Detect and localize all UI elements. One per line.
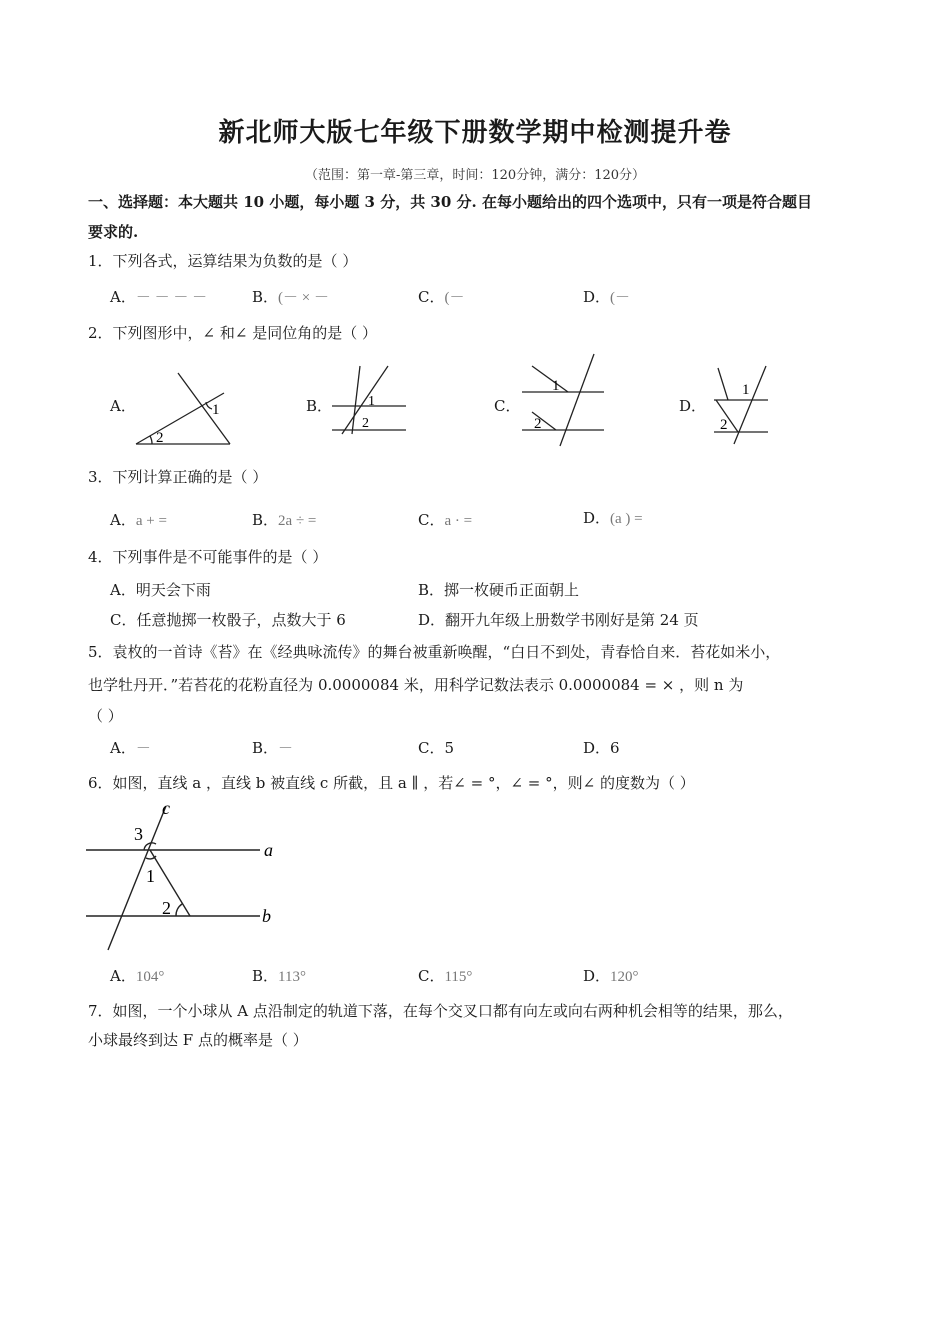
angle-label-1: 1	[368, 394, 375, 409]
fig-line	[718, 368, 728, 400]
option-text: (－	[610, 290, 631, 306]
option-text: 掷一枚硬币正面朝上	[444, 581, 580, 599]
q5-option-d	[583, 738, 620, 758]
q1-stem: 1．下列各式，运算结果为负数的是（ ）	[88, 252, 358, 270]
option-text: a · =	[444, 513, 473, 529]
angle-label-2: 2	[162, 898, 171, 918]
option-key: B．	[418, 581, 445, 599]
q2-figure-d	[708, 362, 772, 446]
option-text: 5	[444, 739, 455, 757]
section-heading-line1: 一、选择题：本大题共 10 小题，每小题 3 分，共 30 分. 在每小题给出的四个选项中，只有一项是符合题目	[88, 193, 812, 211]
q3-option-c	[418, 510, 472, 531]
angle-label-2: 2	[156, 430, 164, 446]
angle-arc-2	[176, 904, 182, 916]
q2-option-d-key: D．	[679, 397, 707, 415]
angle-label-3: 3	[134, 824, 143, 844]
q5-option-a	[110, 738, 151, 759]
option-key: A．	[110, 739, 136, 757]
q3-option-a	[110, 510, 167, 531]
angle-label-1: 1	[146, 866, 155, 886]
option-text: －	[278, 741, 294, 757]
angle-label-1: 1	[552, 378, 560, 394]
option-key: C．	[418, 288, 445, 306]
q2-option-b-key: B．	[306, 397, 333, 415]
q3-stem: 3．下列计算正确的是（ ）	[88, 468, 268, 486]
q4-option-a	[110, 580, 211, 600]
q2-figure-b	[328, 362, 410, 436]
label-c: c	[162, 798, 170, 818]
section-heading-line2: 要求的.	[88, 223, 139, 241]
q4-option-d	[418, 610, 699, 630]
fig-line	[560, 354, 594, 446]
q6-stem: 6．如图，直线 a ，直线 b 被直线 c 所截，且 a ∥ ，若∠ = °，∠ = °，则∠ 的度数为（ ）	[88, 774, 695, 792]
option-text: (－ × －	[278, 290, 329, 306]
q3-option-b	[252, 510, 316, 531]
option-text: (a ) =	[610, 511, 643, 527]
q4-option-c	[110, 610, 346, 630]
option-text: 104°	[135, 969, 165, 985]
q4-option-b	[418, 580, 579, 600]
option-text: 6	[610, 739, 620, 757]
page-title: 新北师大版七年级下册数学期中检测提升卷	[218, 118, 732, 148]
option-key: A．	[110, 288, 136, 306]
option-key: B．	[252, 967, 279, 985]
q5-stem-line3: （ ）	[88, 707, 123, 725]
angle-label-2: 2	[362, 416, 369, 431]
q5-stem-line1: 5．袁枚的一首诗《苔》在《经典咏流传》的舞台被重新唤醒，“白日不到处，青春恰自来．苔花如米小，	[88, 643, 781, 661]
q2-option-a-key: A．	[110, 397, 136, 415]
option-key: B．	[252, 739, 279, 757]
q1-option-c	[418, 287, 464, 308]
option-text: 明天会下雨	[135, 581, 211, 599]
option-text: 113°	[278, 969, 306, 985]
q4-stem: 4．下列事件是不可能事件的是（ ）	[88, 548, 328, 566]
option-key: C．	[110, 611, 137, 629]
option-key: A．	[110, 967, 136, 985]
label-a: a	[264, 840, 273, 860]
fig-line	[352, 366, 360, 434]
q6-option-d	[583, 966, 639, 987]
option-key: C．	[418, 511, 445, 529]
option-key: D．	[583, 739, 611, 757]
label-b: b	[262, 906, 271, 926]
q1-option-a	[110, 287, 207, 308]
angle-arc	[150, 436, 152, 444]
page-subtitle: （范围：第一章-第三章，时间：120分钟，满分：120分）	[304, 168, 646, 183]
option-key: B．	[252, 511, 279, 529]
option-text: － － － －	[135, 290, 208, 306]
q2-figure-c	[518, 352, 606, 448]
option-key: D．	[583, 288, 611, 306]
angle-label-2: 2	[534, 416, 542, 432]
q6-option-a	[110, 966, 164, 987]
q2-option-c-key: C．	[494, 397, 521, 415]
option-text: 任意抛掷一枚骰子，点数大于 6	[136, 611, 346, 629]
q7-stem-line2: 小球最终到达 F 点的概率是（ ）	[88, 1031, 308, 1049]
q5-option-b	[252, 738, 293, 759]
option-key: C．	[418, 967, 445, 985]
q1-option-d	[583, 287, 630, 308]
option-key: D．	[418, 611, 446, 629]
angle-label-1: 1	[212, 402, 220, 418]
q5-stem-line2: 也学牡丹开．”若苔花的花粉直径为 0.0000084 米，用科学记数法表示 0.0000084 = × ，则 n 为	[88, 676, 744, 694]
option-key: C．	[418, 739, 445, 757]
option-text: －	[135, 741, 151, 757]
q1-option-b	[252, 287, 329, 308]
q7-stem-line1: 7．如图，一个小球从 A 点沿制定的轨道下落，在每个交叉口都有向左或向右两种机会相等的结果，那么，	[88, 1002, 793, 1020]
q5-option-c	[418, 738, 454, 758]
option-text: 翻开九年级上册数学书刚好是第 24 页	[445, 611, 699, 629]
option-key: A．	[110, 511, 136, 529]
q2-stem: 2．下列图形中，∠ 和∠ 是同位角的是（ ）	[88, 324, 377, 342]
option-key: A．	[110, 581, 136, 599]
q6-option-c	[418, 966, 472, 987]
fig-line	[532, 366, 568, 392]
option-text: 115°	[444, 969, 473, 985]
option-text: 2a ÷ =	[278, 513, 317, 529]
option-key: D．	[583, 509, 611, 527]
option-text: a + =	[135, 513, 167, 529]
option-key: B．	[252, 288, 279, 306]
q3-option-d	[583, 508, 643, 529]
option-text: 120°	[610, 969, 639, 985]
option-text: (－	[444, 290, 465, 306]
q2-figure-a	[130, 365, 240, 455]
angle-label-1: 1	[742, 382, 750, 398]
angle-label-2: 2	[720, 417, 728, 433]
q6-figure	[84, 798, 280, 958]
q6-option-b	[252, 966, 306, 987]
option-key: D．	[583, 967, 611, 985]
fig-line	[178, 373, 230, 444]
